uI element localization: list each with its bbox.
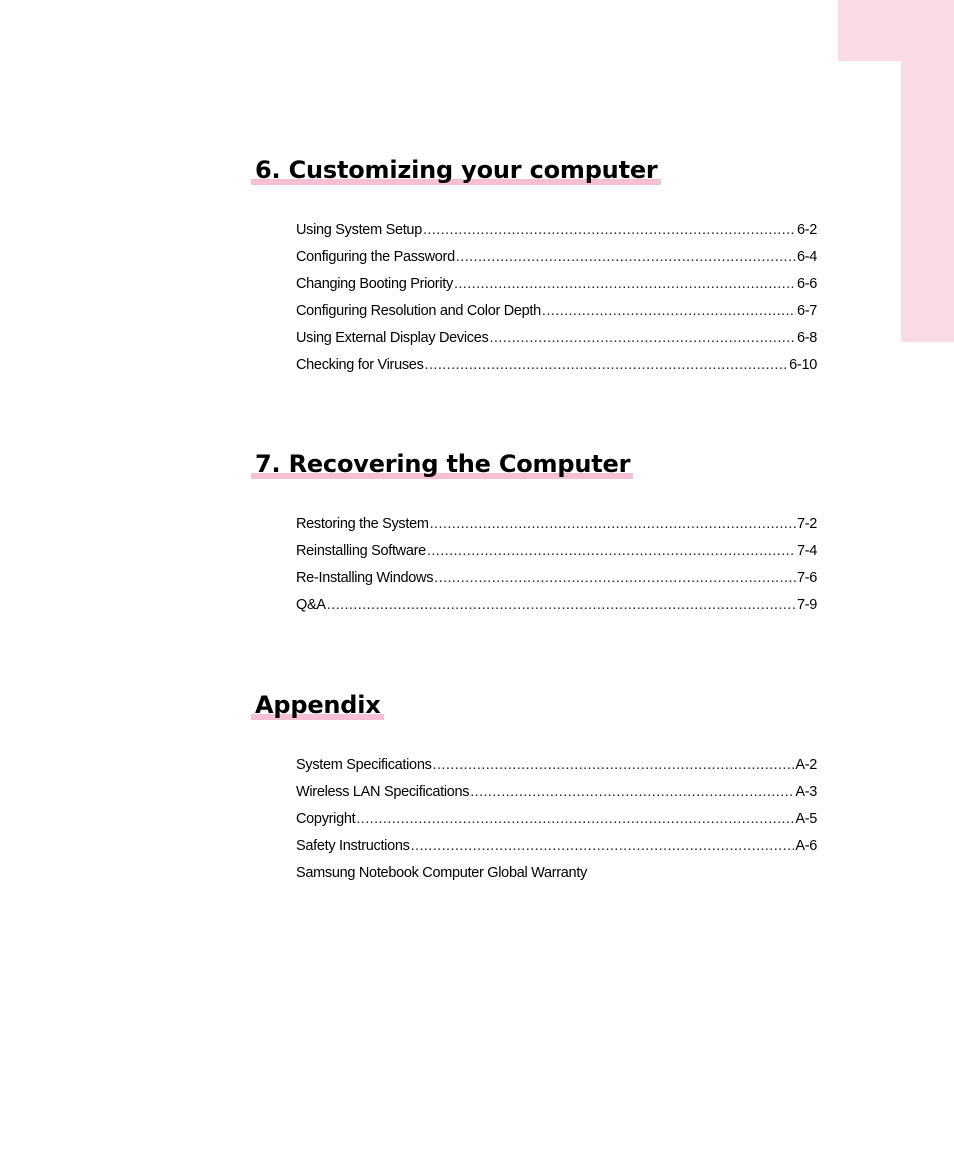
toc-entry[interactable] <box>296 249 817 276</box>
toc-entry-label: Samsung Notebook Computer Global Warranty <box>296 865 587 881</box>
section-heading: Appendix <box>251 690 384 720</box>
toc-entry-page: A-3 <box>795 784 817 800</box>
section-heading: 7. Recovering the Computer <box>251 449 633 479</box>
toc-leader <box>542 303 796 319</box>
toc-entry-label: System Specifications <box>296 757 432 773</box>
toc-entry[interactable] <box>296 516 817 543</box>
toc-entry[interactable] <box>296 303 817 330</box>
toc-leader <box>427 543 796 559</box>
toc-entry-label: Copyright <box>296 811 356 827</box>
toc-entry-page: 7-4 <box>796 543 817 559</box>
toc-list <box>296 222 817 384</box>
toc-entry-page: 7-2 <box>796 516 817 532</box>
toc-leader <box>470 784 794 800</box>
toc-entry-page: 6-6 <box>796 276 817 292</box>
toc-entry-label: Re-Installing Windows <box>296 570 434 586</box>
toc-entry[interactable] <box>296 784 817 811</box>
toc-entry-label: Safety Instructions <box>296 838 410 854</box>
toc-leader <box>411 838 795 854</box>
toc-entry-page: 6-2 <box>796 222 817 238</box>
toc-entry-label: Wireless LAN Specifications <box>296 784 470 800</box>
toc-leader <box>423 222 796 238</box>
section-heading: 6. Customizing your computer <box>251 155 661 185</box>
toc-entry[interactable] <box>296 222 817 249</box>
chapter-tab-side <box>901 61 954 342</box>
toc-entry-page: 7-9 <box>796 597 817 613</box>
toc-entry-label: Reinstalling Software <box>296 543 426 559</box>
toc-leader <box>430 516 796 532</box>
toc-leader <box>434 570 796 586</box>
toc-entry-page: 6-10 <box>789 357 817 373</box>
toc-entry[interactable] <box>296 543 817 570</box>
toc-entry-label: Using External Display Devices <box>296 330 489 346</box>
toc-leader <box>489 330 795 346</box>
toc-entry[interactable] <box>296 357 817 384</box>
toc-entry-label: Configuring the Password <box>296 249 455 265</box>
toc-entry-label: Configuring Resolution and Color Depth <box>296 303 541 319</box>
toc-entry[interactable] <box>296 838 817 865</box>
chapter-tab-top <box>838 0 954 61</box>
toc-leader <box>425 357 789 373</box>
toc-entry-page: 6-4 <box>796 249 817 265</box>
toc-list <box>296 516 817 624</box>
toc-entry-page: 7-6 <box>796 570 817 586</box>
toc-entry-page: 6-8 <box>796 330 817 346</box>
toc-leader <box>327 597 796 613</box>
toc-leader <box>454 276 796 292</box>
toc-leader <box>456 249 796 265</box>
toc-entry[interactable] <box>296 811 817 838</box>
toc-entry[interactable] <box>296 570 817 597</box>
toc-entry-page: A-2 <box>795 757 817 773</box>
toc-entry-label: Using System Setup <box>296 222 422 238</box>
toc-entry-label: Q&A <box>296 597 326 613</box>
toc-list <box>296 757 817 892</box>
toc-entry[interactable] <box>296 597 817 624</box>
toc-entry[interactable] <box>296 276 817 303</box>
toc-entry-label: Changing Booting Priority <box>296 276 453 292</box>
toc-leader <box>356 811 794 827</box>
toc-entry[interactable] <box>296 757 817 784</box>
toc-leader <box>433 757 795 773</box>
toc-entry-label: Restoring the System <box>296 516 429 532</box>
toc-entry-page: 6-7 <box>796 303 817 319</box>
toc-entry-page: A-5 <box>795 811 817 827</box>
toc-entry-warranty[interactable] <box>296 865 817 892</box>
toc-entry-page: A-6 <box>795 838 817 854</box>
toc-entry[interactable] <box>296 330 817 357</box>
toc-entry-label: Checking for Viruses <box>296 357 424 373</box>
